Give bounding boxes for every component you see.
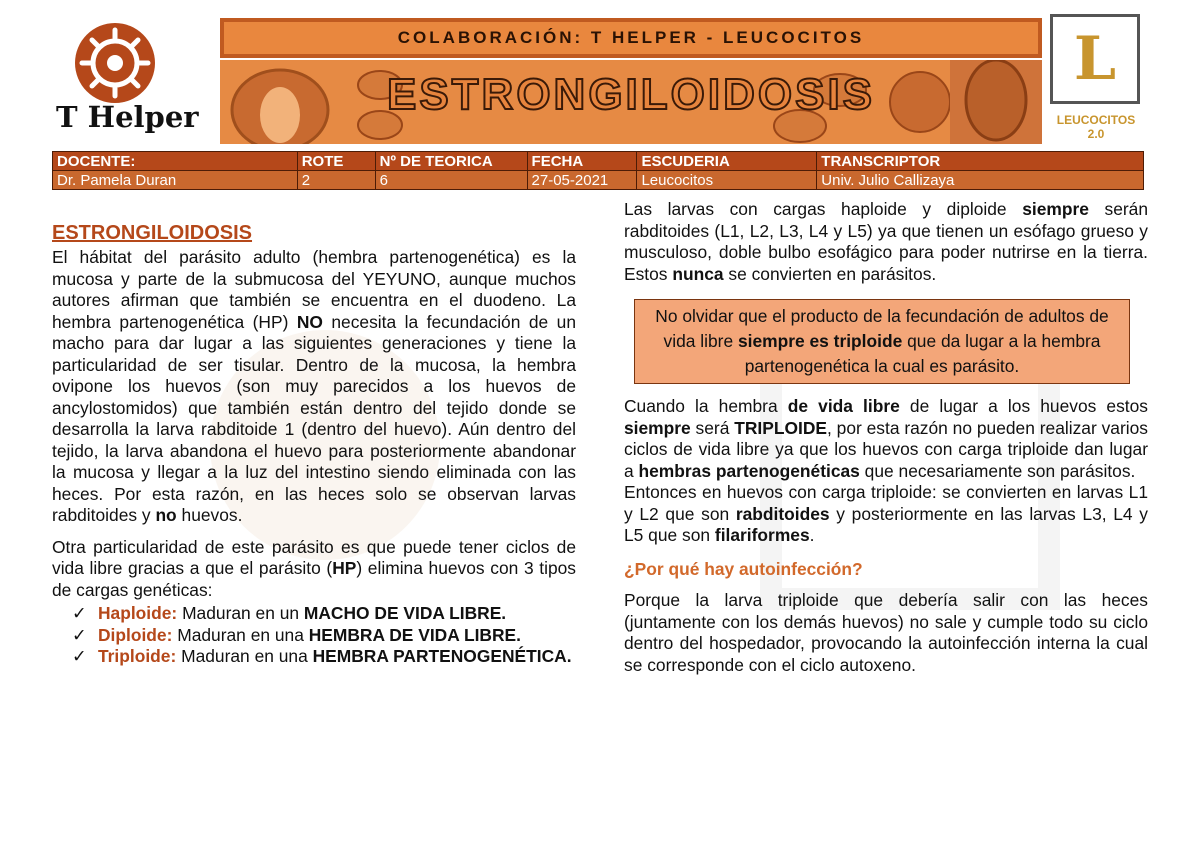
page-title: ESTRONGILOIDOSIS [386,70,876,119]
list-item: ✓ Triploide: Maduran en una HEMBRA PARTENOGENÉTICA. [72,646,572,666]
value-transcriptor: Univ. Julio Callizaya [817,171,1144,190]
leucocitos-logo-text: LEUCOCITOS 2.0 [1056,113,1136,141]
note-box: No olvidar que el producto de la fecundación de adultos de vida libre siempre es triploide que da lugar a la hembra partenogenética la cual es parásito. [634,299,1130,384]
leucocitos-logo [1050,14,1140,104]
paragraph-free-life: Otra particularidad de este parásito es que puede tener ciclos de vida libre gracias a que el parásito (HP) elimina huevos con 3 tipos de cargas genéticas: [52,536,576,600]
collaboration-text: COLABORACIÓN: T HELPER - LEUCOCITOS [224,22,1038,54]
header-docente: DOCENTE: [53,152,298,171]
paragraph-larvae-types: Entonces en huevos con carga triploide: se convierten en larvas L1 y L2 que son rabditoides y posteriormente en las larvas L3, L4 y L5 que son filariformes. [624,482,1148,545]
value-teorica: 6 [375,171,527,190]
header-rote: ROTE [297,152,375,171]
value-fecha: 27-05-2021 [527,171,637,190]
value-escuderia: Leucocitos [637,171,817,190]
value-rote: 2 [297,171,375,190]
info-header-row [53,152,1144,171]
paragraph-autoinfection: Porque la larva triploide que debería salir con las heces (juntamente con los demás huevos) no sale y cumple todo su ciclo dentro del hospedador, provocando la autoinfección interna la cual se corresponde con el ciclo autoxeno. [624,590,1148,675]
checkmark-icon: ✓ [72,624,87,645]
header-escuderia: ESCUDERIA [637,152,817,171]
paragraph-larvae: Las larvas con cargas haploide y diploide siempre serán rabditoides (L1, L2, L3, L4 y L5) ya que tienen un esófago grueso y musculoso, doble bulbo esofágico para poder nutrirse en la tierra. Estos nunca se convierten en parásitos. [624,199,1148,284]
paragraph-triploid: Cuando la hembra de vida libre de lugar a los huevos estos siempre será TRIPLOIDE, por esta razón no pueden realizar varios ciclos de vida libre ya que los huevos con carga triploide dan lugar a hembras partenogenéticas que necesariamente son parásitos. [624,396,1149,481]
paragraph-habitat: El hábitat del parásito adulto (hembra partenogenética) es la mucosa y parte de la submucosa del YEYUNO, aunque muchos autores afirman que también se encuentra en el duodeno. La hembra partenogenética (HP) NO necesita la fecundación de un macho para dar lugar a las siguientes generaciones y tiene la particularidad de ser tisular. Dentro de la mucosa, la hembra ovipone los huevos (son muy parecidos a los huevos de ancylostomidos) que también están dentro del tejido donde se desarrolla la larva rabditoide 1 (dentro del huevo). Aún dentro del tejido, la larva abandona el huevo para posteriormente abandonar la mucosa y llegar a la luz del intestino siendo eliminada con las heces. Por esta razón, en las heces solo se observan larvas rabditoides y no huevos. [52,247,577,525]
t-helper-logo-text: T Helper [56,100,199,134]
checkmark-icon: ✓ [72,603,87,623]
title-banner [220,60,1042,144]
virus-logo-icon [72,20,158,106]
genetic-load-list [52,603,576,668]
question-heading: ¿Por qué hay autoinfección? [624,558,863,579]
header-transcriptor: TRANSCRIPTOR [817,152,1144,171]
header-teorica: Nº DE TEORICA [375,152,527,171]
leucocitos-logo-letter: L [1073,24,1117,94]
value-docente: Dr. Pamela Duran [53,171,298,190]
checkmark-icon: ✓ [72,646,87,666]
header-fecha: FECHA [527,152,637,171]
section-title: ESTRONGILOIDOSIS [52,222,253,244]
info-table [52,151,1144,190]
left-column [52,221,576,668]
right-column [624,199,1148,676]
list-item: ✓ Diploide: Maduran en una HEMBRA DE VIDA LIBRE. [72,624,521,645]
list-item: ✓ Haploide: Maduran en un MACHO DE VIDA LIBRE. [72,603,507,623]
collaboration-banner [220,18,1042,58]
info-value-row [53,171,1144,190]
